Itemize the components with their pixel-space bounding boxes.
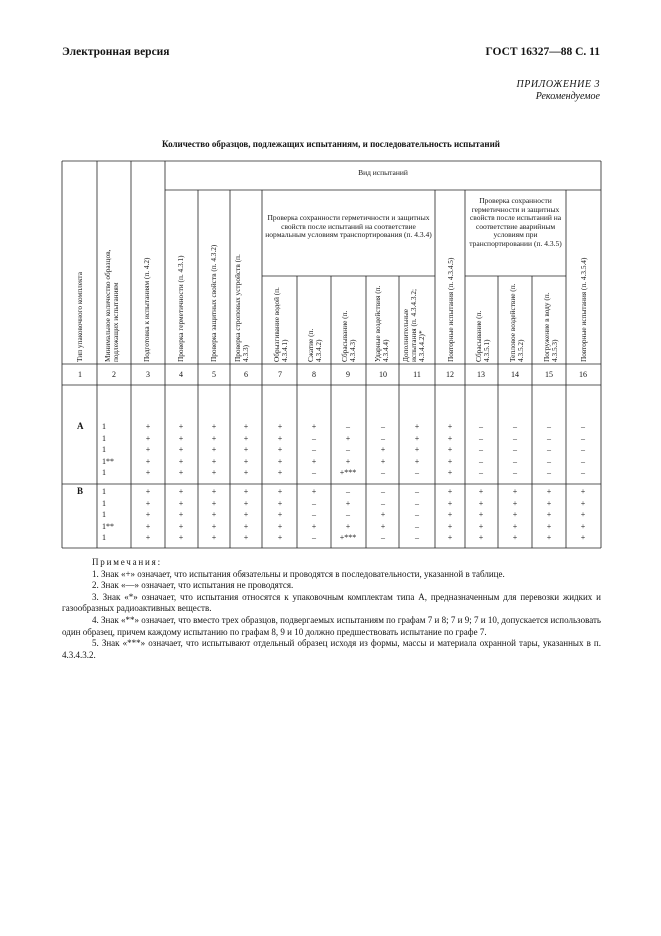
table-cell-a-r4-c2: 1** (102, 456, 114, 466)
table-cell-b-r5-c6: + (243, 533, 249, 542)
table-cell-b-r1-c3: + (145, 487, 151, 496)
notes-block (62, 557, 601, 661)
table-cell-b-r2-c7: + (277, 498, 283, 508)
table-cell-a-r3-c10: + (380, 445, 386, 454)
table-cell-b-r3-c8: – (312, 510, 316, 519)
table-cell-a-r1-c15: – (547, 422, 551, 431)
table-cell-a-r2-c12: + (447, 433, 453, 443)
table-cell-b-r4-c13: + (478, 521, 484, 531)
table-cell-b-r1-c15: + (546, 487, 552, 496)
table-cell-a-r5-c5: + (211, 468, 217, 477)
table-cell-b-r2-c11: – (415, 498, 419, 508)
table-cell-b-r4-c10: + (380, 521, 386, 531)
table-cell-b-r4-c5: + (211, 521, 217, 531)
table-cell-b-r3-c5: + (211, 510, 217, 519)
table-cell-a-r4-c9: + (345, 456, 351, 466)
table-cell-b-r3-c4: + (178, 510, 184, 519)
table-cell-b-r3-c16: + (580, 510, 586, 519)
table-cell-a-r4-c11: + (414, 456, 420, 466)
note-item: 4. Знак «**» означает, что вместо трех образцов, подвергаемых испытаниям по графам 7 и 8; 7 и 9; 7 и 10, допускается использовать один образец, причем каждому испытанию по графам 8, 9 и 10 должно предшествовать испытание по графе 7. (62, 614, 601, 637)
table-cell-b-r1-c4: + (178, 487, 184, 496)
table-cell-a-r3-c8: – (312, 445, 316, 454)
table-cell-b-r3-c9: – (346, 510, 350, 519)
table-cell-a-r2-c5: + (211, 433, 217, 443)
table-cell-a-r2-c9: + (345, 433, 351, 443)
table-cell-b-r5-c11: – (415, 533, 419, 542)
table-cell-b-r4-c3: + (145, 521, 151, 531)
table-cell-a-r5-c3: + (145, 468, 151, 477)
table-cell-b-r2-c2: 1 (102, 498, 106, 508)
table-cell-b-r1-c16: + (580, 487, 586, 496)
table-cell-b-r5-c14: + (512, 533, 518, 542)
note-item: 5. Знак «***» означает, что испытывают отдельный образец исходя из формы, массы и материала охранной тары, указанных в п. 4.3.4.3.2. (62, 638, 601, 660)
table-cell-b-r3-c14: + (512, 510, 518, 519)
table-cell-b-r2-c16: + (580, 498, 586, 508)
table-cell-b-r1-c7: + (277, 487, 283, 496)
table-cell-a-r3-c16: – (581, 445, 585, 454)
table-cell-a-r4-c8: + (311, 456, 317, 466)
table-cell-b-r2-c4: + (178, 498, 184, 508)
table-cell-a-r1-c6: + (243, 422, 249, 431)
table-cell-a-r1-c7: + (277, 422, 283, 431)
table-cell-a-r2-c14: – (513, 433, 517, 443)
table-cell-a-r5-c8: – (312, 468, 316, 477)
col-number-8: 8 (312, 370, 316, 379)
appendix-status: Рекомендуемое (535, 91, 600, 102)
col-number-16: 16 (579, 370, 587, 379)
table-cell-a-r5-c11: – (415, 468, 419, 477)
table-cell-b-r3-c6: + (243, 510, 249, 519)
table-cell-a-r2-c4: + (178, 433, 184, 443)
table-cell-b-r2-c5: + (211, 498, 217, 508)
table-cell-b-r5-c10: – (381, 533, 385, 542)
table-cell-b-r3-c2: 1 (102, 510, 106, 519)
col-number-10: 10 (379, 370, 387, 379)
table-cell-b-r4-c14: + (512, 521, 518, 531)
col-number-11: 11 (413, 370, 421, 379)
table-cell-a-r1-c2: 1 (102, 422, 106, 431)
group-header-normal: Проверка сохранности герметичности и защитных свойств после испытаний на соответствие нормальным условиям транспортирования (п. 4.3.4) (265, 213, 432, 240)
table-cell-a-r2-c8: – (312, 433, 316, 443)
col-number-14: 14 (511, 370, 519, 379)
table-cell-b-r1-c6: + (243, 487, 249, 496)
table-cell-b-r4-c8: + (311, 521, 317, 531)
table-cell-b-r1-c13: + (478, 487, 484, 496)
table-cell-a-r4-c12: + (447, 456, 453, 466)
table-cell-a-r5-c2: 1 (102, 468, 106, 477)
table-cell-b-r1-c14: + (512, 487, 518, 496)
header-edition-label: Электронная версия (62, 46, 170, 58)
notes-title: Примечания: (92, 557, 162, 567)
table-cell-a-r3-c14: – (513, 445, 517, 454)
col-number-7: 7 (278, 370, 282, 379)
table-cell-b-r2-c6: + (243, 498, 249, 508)
table-cell-b-r5-c13: + (478, 533, 484, 542)
col-number-13: 13 (477, 370, 485, 379)
table-cell-b-r4-c7: + (277, 521, 283, 531)
note-item: 1. Знак «+» означает, что испытания обязательны и проводятся в последовательности, указанной в таблице. (92, 568, 505, 579)
table-cell-a-r4-c5: + (211, 456, 217, 466)
table-cell-a-r3-c15: – (547, 445, 551, 454)
table-cell-b-r2-c3: + (145, 498, 151, 508)
table-cell-a-r2-c3: + (145, 433, 151, 443)
table-cell-b-r2-c12: + (447, 498, 453, 508)
table-cell-a-r3-c4: + (178, 445, 184, 454)
table-cell-a-r2-c13: – (479, 433, 483, 443)
table-cell-a-r1-c4: + (178, 422, 184, 431)
table-cell-a-r5-c16: – (581, 468, 585, 477)
table-cell-b-r2-c15: + (546, 498, 552, 508)
table-cell-b-r3-c13: + (478, 510, 484, 519)
table-cell-a-r2-c15: – (547, 433, 551, 443)
table-cell-a-r5-c13: – (479, 468, 483, 477)
col-number-2: 2 (112, 370, 116, 379)
table-cell-b-r1-c12: + (447, 487, 453, 496)
table-cell-a-r1-c10: – (381, 422, 385, 431)
table-cell-b-r4-c2: 1** (102, 521, 114, 531)
table-cell-a-r5-c9: +*** (339, 468, 357, 477)
col-number-15: 15 (545, 370, 553, 379)
header-standard-page: ГОСТ 16327—88 С. 11 (485, 46, 600, 58)
view-of-tests-header: Вид испытаний (358, 168, 408, 177)
table-cell-a-r3-c7: + (277, 445, 283, 454)
table-cell-a-r4-c15: – (547, 456, 551, 466)
table-cell-b-r4-c16: + (580, 521, 586, 531)
table-cell-a-r4-c13: – (479, 456, 483, 466)
table-cell-a-r5-c15: – (547, 468, 551, 477)
table-cell-b-r3-c10: + (380, 510, 386, 519)
table-cell-a-r4-c14: – (513, 456, 517, 466)
table-cell-b-r3-c3: + (145, 510, 151, 519)
table-cell-b-r1-c10: – (381, 487, 385, 496)
table-cell-b-r1-c8: + (311, 487, 317, 496)
col-number-12: 12 (446, 370, 454, 379)
col-number-3: 3 (146, 370, 150, 379)
table-cell-b-r1-c9: – (346, 487, 350, 496)
table-cell-a-r3-c3: + (145, 445, 151, 454)
table-cell-a-r5-c10: – (381, 468, 385, 477)
table-cell-a-r1-c3: + (145, 422, 151, 431)
table-cell-b-r2-c10: – (381, 498, 385, 508)
table-cell-b-r4-c9: + (345, 521, 351, 531)
table-cell-b-r1-c11: – (415, 487, 419, 496)
table-cell-b-r1-c5: + (211, 487, 217, 496)
table-cell-b-r2-c8: – (312, 498, 316, 508)
table-cell-a-r1-c16: – (581, 422, 585, 431)
table-cell-a-r3-c2: 1 (102, 445, 106, 454)
table-cell-a-r5-c6: + (243, 468, 249, 477)
table-cell-b-r5-c8: – (312, 533, 316, 542)
group-label-a: А (77, 421, 84, 431)
col-number-4: 4 (179, 370, 183, 379)
table-cell-a-r1-c8: + (311, 422, 317, 431)
appendix-label: ПРИЛОЖЕНИЕ 3 (516, 79, 600, 90)
table-cell-a-r3-c12: + (447, 445, 453, 454)
group-header-emergency: Проверка сохранности герметичности и защитных свойств после испытаний на соответствие аварийным условиям при транспортировании (п. 4.3.5) (469, 196, 562, 248)
table-cell-b-r4-c4: + (178, 521, 184, 531)
table-cell-b-r2-c13: + (478, 498, 484, 508)
table-cell-b-r4-c15: + (546, 521, 552, 531)
col-number-6: 6 (244, 370, 248, 379)
table-cell-b-r5-c2: 1 (102, 533, 106, 542)
table-cell-a-r5-c7: + (277, 468, 283, 477)
table-cell-b-r5-c5: + (211, 533, 217, 542)
table-cell-a-r1-c11: + (414, 422, 420, 431)
table-cell-a-r4-c3: + (145, 456, 151, 466)
col-number-9: 9 (346, 370, 350, 379)
table-cell-b-r5-c15: + (546, 533, 552, 542)
table-cell-a-r4-c7: + (277, 456, 283, 466)
table-cell-a-r1-c5: + (211, 422, 217, 431)
table-cell-a-r5-c14: – (513, 468, 517, 477)
table-cell-b-r5-c7: + (277, 533, 283, 542)
table-cell-b-r2-c9: + (345, 498, 351, 508)
table-cell-b-r5-c3: + (145, 533, 151, 542)
table-cell-b-r5-c4: + (178, 533, 184, 542)
group-label-b: В (77, 486, 84, 496)
table-cell-a-r2-c10: – (381, 433, 385, 443)
table-cell-b-r5-c9: +*** (339, 533, 357, 542)
table-cell-a-r4-c6: + (243, 456, 249, 466)
table-cell-a-r2-c2: 1 (102, 433, 106, 443)
table-cell-a-r4-c16: – (581, 456, 585, 466)
table-cell-a-r2-c6: + (243, 433, 249, 443)
table-cell-b-r2-c14: + (512, 498, 518, 508)
table-cell-a-r2-c11: + (414, 433, 420, 443)
table-cell-a-r5-c4: + (178, 468, 184, 477)
table-cell-a-r3-c11: + (414, 445, 420, 454)
table-cell-a-r2-c16: – (581, 433, 585, 443)
table-cell-a-r1-c14: – (513, 422, 517, 431)
table-cell-a-r1-c13: – (479, 422, 483, 431)
table-cell-a-r2-c7: + (277, 433, 283, 443)
note-item: 2. Знак «—» означает, что испытания не проводятся. (92, 580, 294, 591)
note-item: 3. Знак «*» означает, что испытания относятся к упаковочным комплектам типа А, предназначенным для перевозки жидких и газообразных радиоактивных веществ. (62, 591, 601, 614)
table-cell-a-r1-c9: – (346, 422, 350, 431)
table-cell-b-r1-c2: 1 (102, 487, 106, 496)
col-number-5: 5 (212, 370, 216, 379)
table-cell-b-r3-c11: – (415, 510, 419, 519)
table-cell-b-r3-c12: + (447, 510, 453, 519)
table-cell-a-r3-c5: + (211, 445, 217, 454)
table-cell-a-r3-c9: – (346, 445, 350, 454)
table-cell-b-r4-c12: + (447, 521, 453, 531)
table-cell-b-r5-c16: + (580, 533, 586, 542)
table-cell-b-r3-c15: + (546, 510, 552, 519)
table-cell-a-r4-c4: + (178, 456, 184, 466)
table-cell-a-r1-c12: + (447, 422, 453, 431)
table-cell-b-r4-c6: + (243, 521, 249, 531)
col-number-1: 1 (78, 370, 82, 379)
table-cell-b-r4-c11: – (415, 521, 419, 531)
table-cell-a-r3-c13: – (479, 445, 483, 454)
table-cell-a-r5-c12: + (447, 468, 453, 477)
table-cell-a-r4-c10: + (380, 456, 386, 466)
table-cell-b-r3-c7: + (277, 510, 283, 519)
table-title: Количество образцов, подлежащих испытаниям, и последовательность испытаний (162, 139, 500, 149)
table-cell-b-r5-c12: + (447, 533, 453, 542)
table-cell-a-r3-c6: + (243, 445, 249, 454)
